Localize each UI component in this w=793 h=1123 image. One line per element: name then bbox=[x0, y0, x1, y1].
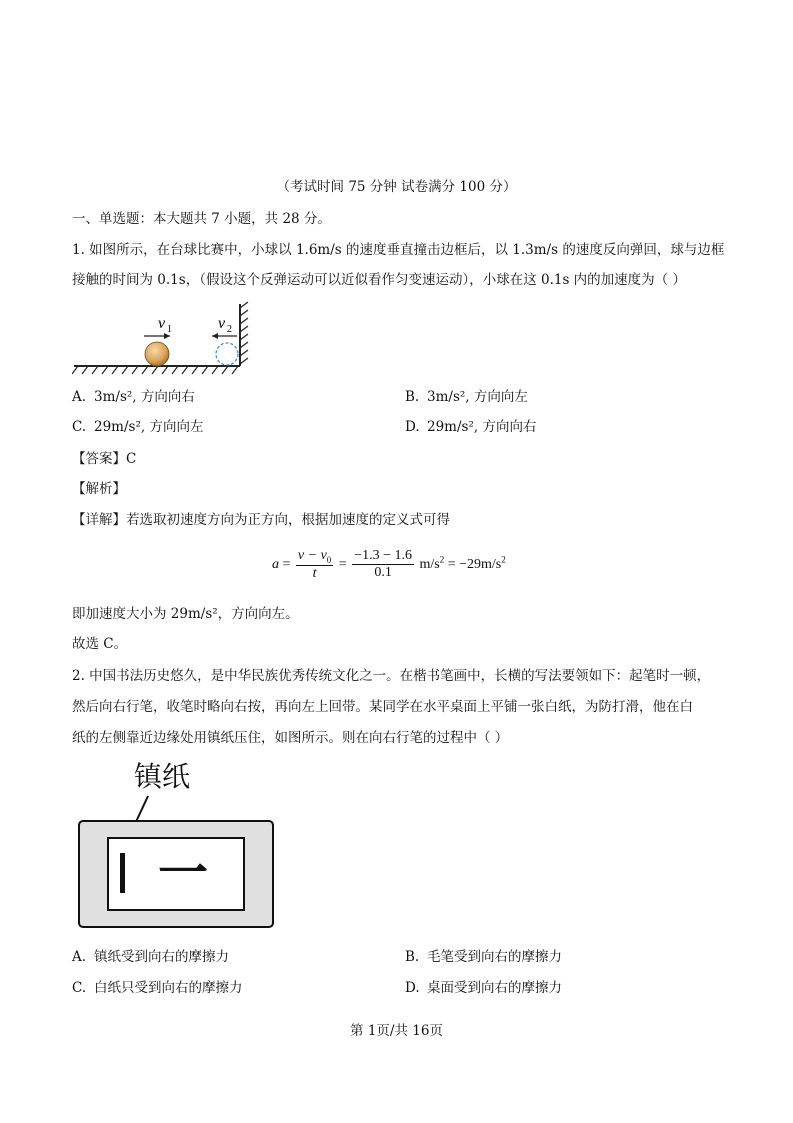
option-letter: D. bbox=[405, 419, 420, 435]
q2-line2: 然后向右行笔，收笔时略向右按，再向左上回带。某同学在水平桌面上平铺一张白纸，为防打滑，他在白 bbox=[72, 699, 693, 715]
frac2-den: 0.1 bbox=[374, 565, 392, 581]
formula-unit1: m/s bbox=[419, 557, 440, 573]
q1-option-b[interactable] bbox=[405, 388, 528, 406]
frac1-num: v − v bbox=[297, 548, 327, 563]
option-text: 29m/s², 方向向右 bbox=[427, 419, 537, 435]
answer-value: C bbox=[126, 451, 137, 467]
option-letter: D. bbox=[405, 980, 420, 996]
q1-detail bbox=[72, 511, 450, 529]
q2-option-d[interactable] bbox=[405, 979, 562, 997]
detail-label: 【详解】 bbox=[72, 512, 126, 528]
v1-label: v bbox=[158, 315, 166, 332]
formula-unit1-sup: 2 bbox=[439, 554, 445, 565]
q1-billiard-figure bbox=[72, 300, 252, 380]
section-title: 一、单选题：本大题共 7 小题，共 28 分。 bbox=[72, 211, 331, 227]
acceleration-formula bbox=[272, 548, 506, 582]
q1-line2: 接触的时间为 0.1s，（假设这个反弹运动可以近似看作匀变速运动），小球在这 0.1s 内的加速度为（ ） bbox=[72, 272, 686, 288]
option-text: 白纸只受到向右的摩擦力 bbox=[94, 980, 243, 996]
q2-line1: 2. 中国书法历史悠久，是中华民族优秀传统文化之一。在楷书笔画中，长横的写法要领如下：起笔时一顿， bbox=[72, 668, 711, 684]
answer-label: 【答案】 bbox=[72, 451, 126, 467]
q2-option-b[interactable] bbox=[405, 948, 562, 966]
formula-eq2: = bbox=[338, 557, 351, 573]
option-text: 镇纸受到向右的摩擦力 bbox=[94, 949, 229, 965]
option-text: 毛笔受到向右的摩擦力 bbox=[427, 949, 562, 965]
q1-line1: 1. 如图所示，在台球比赛中，小球以 1.6m/s 的速度垂直撞击边框后，以 1.3m/s 的速度反向弹回，球与边框 bbox=[72, 242, 725, 258]
brush-stroke: 一 bbox=[158, 844, 208, 902]
wall-hatch bbox=[240, 302, 248, 364]
ball bbox=[145, 342, 169, 366]
q1-option-c[interactable] bbox=[72, 418, 203, 436]
option-letter: C. bbox=[72, 419, 87, 435]
q2-option-c[interactable] bbox=[72, 979, 243, 997]
ball-rebound-ghost bbox=[216, 343, 238, 365]
option-letter: A. bbox=[72, 949, 87, 965]
formula-eq1: = bbox=[282, 557, 294, 573]
v2-label: v bbox=[218, 315, 226, 332]
detail-text: 若选取初速度方向为正方向，根据加速度的定义式可得 bbox=[126, 512, 450, 528]
formula-result-sup: 2 bbox=[501, 554, 506, 565]
paperweight-label: 镇纸 bbox=[134, 760, 191, 793]
q1-choose: 故选 C。 bbox=[72, 636, 128, 652]
ground-hatch bbox=[72, 366, 238, 374]
frac1-den: t bbox=[312, 565, 317, 581]
option-letter: B. bbox=[405, 949, 420, 965]
q1-answer bbox=[72, 450, 136, 468]
option-text: 3m/s², 方向向右 bbox=[94, 389, 195, 405]
option-text: 桌面受到向右的摩擦力 bbox=[427, 980, 562, 996]
option-letter: C. bbox=[72, 980, 87, 996]
page-footer: 第 1页/共 16页 bbox=[350, 1023, 443, 1039]
option-text: 29m/s², 方向向左 bbox=[94, 419, 204, 435]
exam-info: （考试时间 75 分钟 试卷满分 100 分） bbox=[276, 179, 517, 195]
q1-conclusion: 即加速度大小为 29m/s²，方向向左。 bbox=[72, 606, 299, 622]
frac2-num: −1.3 − 1.6 bbox=[354, 548, 412, 564]
formula-frac1 bbox=[296, 548, 333, 582]
q2-paperweight-figure bbox=[78, 760, 278, 932]
v1-subscript: 1 bbox=[167, 324, 172, 335]
frac1-num-sub: 0 bbox=[326, 554, 332, 565]
formula-frac2 bbox=[352, 548, 414, 581]
option-letter: B. bbox=[405, 389, 420, 405]
q1-option-a[interactable] bbox=[72, 388, 195, 406]
q1-option-d[interactable] bbox=[405, 418, 536, 436]
q1-analysis-label: 【解析】 bbox=[72, 481, 126, 497]
formula-result: = −29m/s bbox=[447, 557, 502, 573]
q2-option-a[interactable] bbox=[72, 948, 229, 966]
q2-line3: 纸的左侧靠近边缘处用镇纸压住，如图所示。则在向右行笔的过程中（ ） bbox=[72, 730, 509, 746]
paperweight-bar bbox=[120, 853, 125, 893]
option-text: 3m/s², 方向向左 bbox=[427, 389, 528, 405]
formula-lhs: a bbox=[272, 557, 279, 573]
option-letter: A. bbox=[72, 389, 87, 405]
v2-subscript: 2 bbox=[227, 324, 232, 335]
